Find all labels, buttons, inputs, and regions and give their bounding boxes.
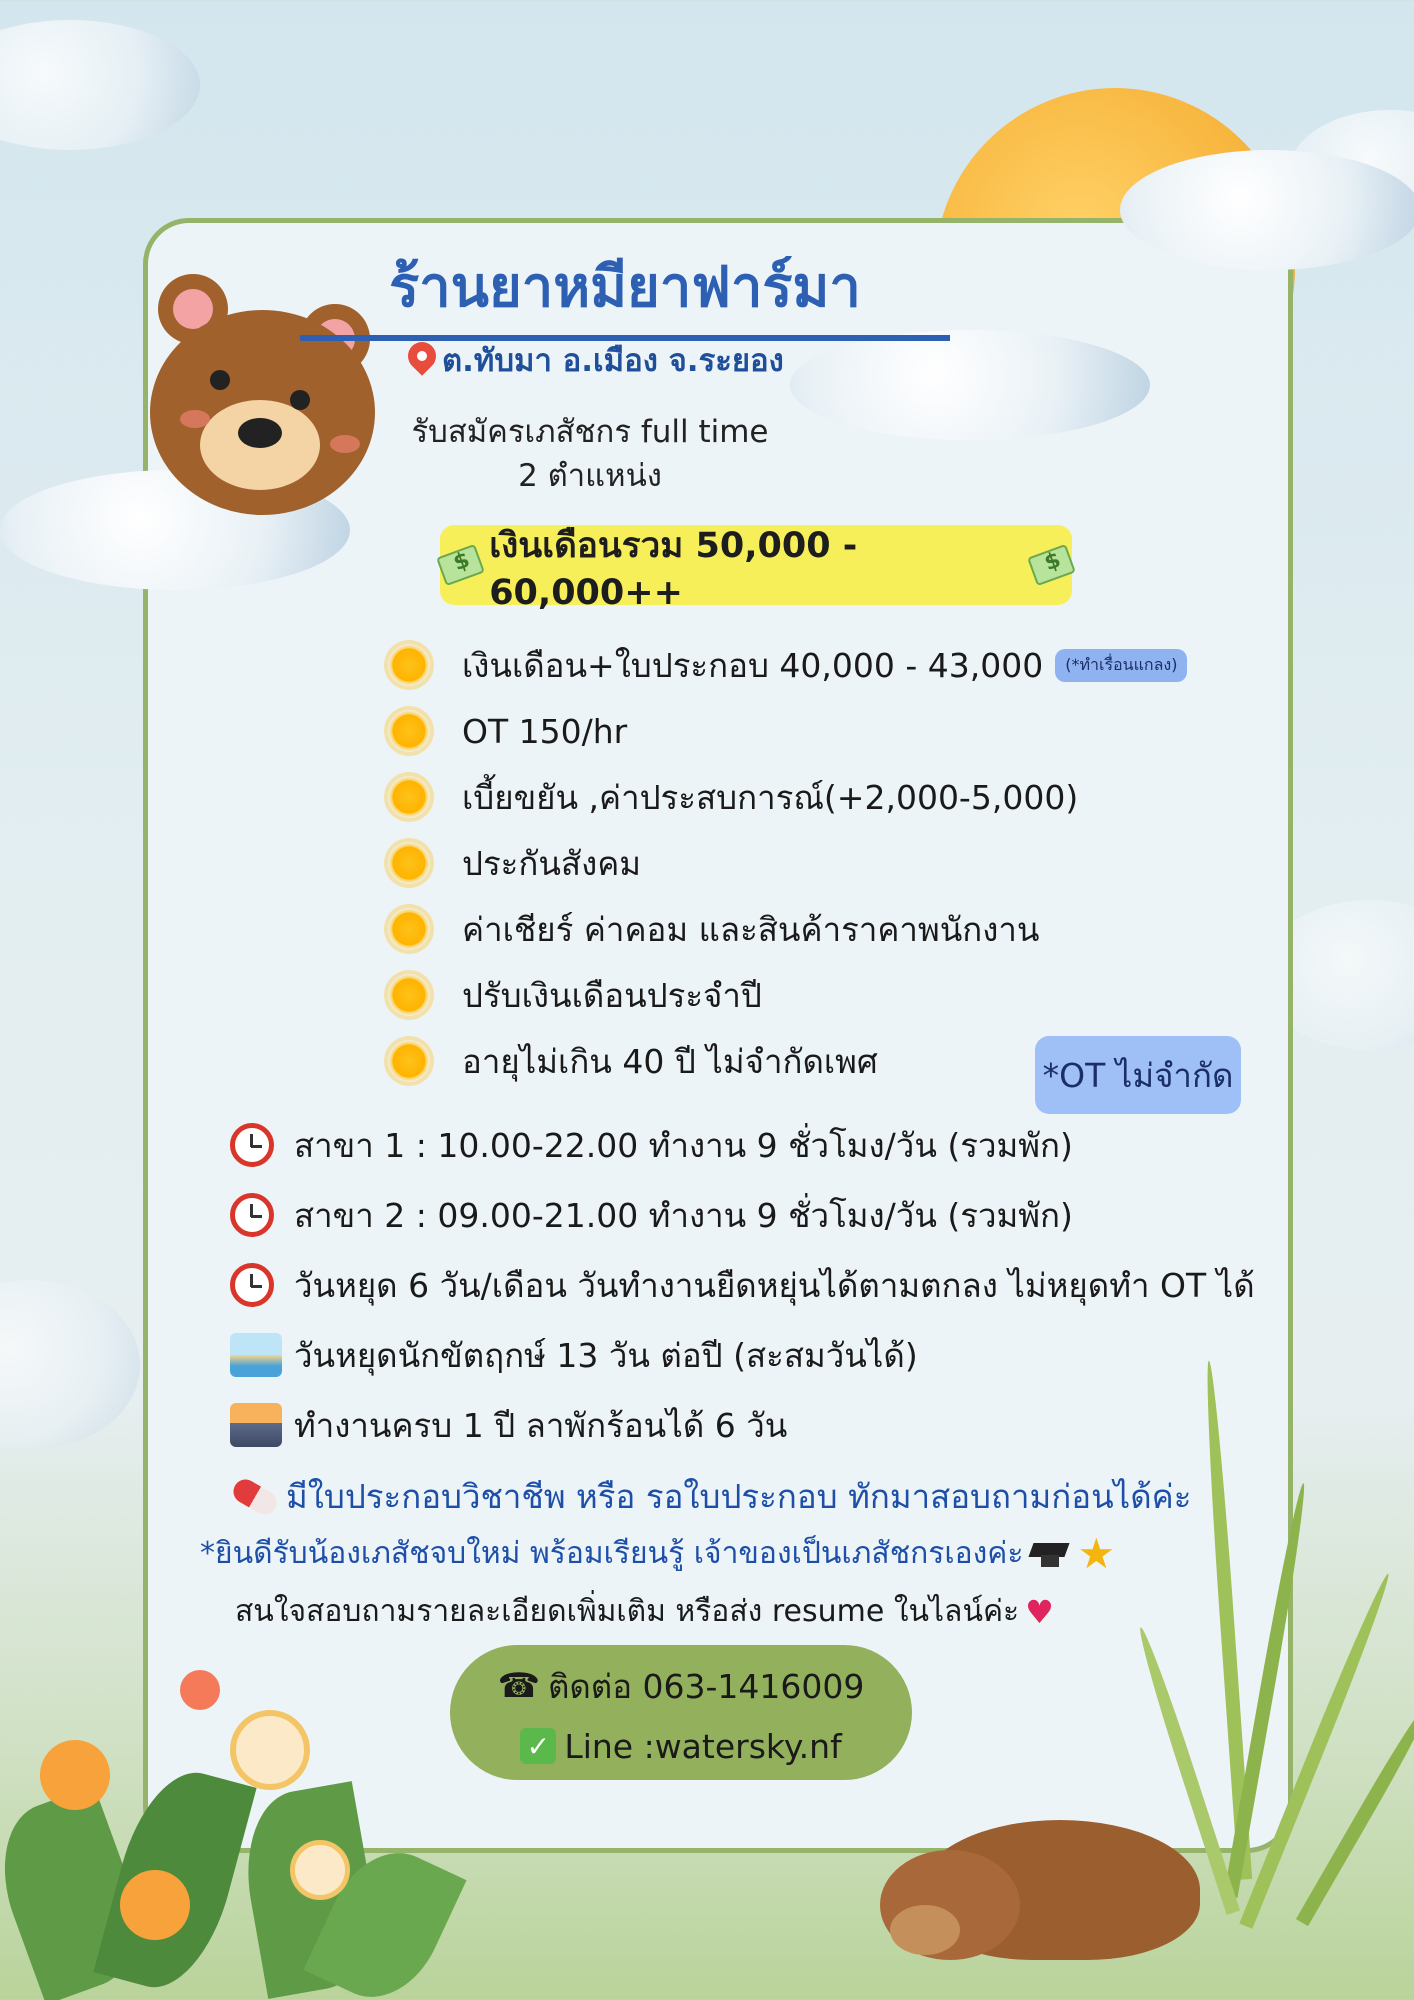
benefit-text: OT 150/hr (462, 711, 628, 751)
interest-line (235, 1588, 1054, 1635)
schedule-item (230, 1180, 1280, 1250)
phone-text: ติดต่อ 063-1416009 (547, 1666, 865, 1706)
schedule-text: วันหยุด 6 วัน/เดือน วันทำงานยืดหยุ่นได้ตามตกลง ไม่หยุดทำ OT ได้ (294, 1265, 1255, 1305)
license-line (232, 1470, 1191, 1523)
benefit-item (388, 830, 1248, 896)
license-text: มีใบประกอบวิชาชีพ หรือ รอใบประกอบ ทักมาสอบถามก่อนได้ค่ะ (286, 1477, 1192, 1516)
location (408, 335, 784, 385)
schedule-item (230, 1390, 1280, 1460)
schedule-item (230, 1110, 1280, 1180)
heart-icon: ♥ (1025, 1592, 1054, 1631)
contact-phone[interactable] (498, 1660, 865, 1713)
benefits-list (388, 632, 1248, 1094)
benefit-text: เบี้ยขยัน ,ค่าประสบการณ์(+2,000-5,000) (462, 777, 1079, 817)
schedule-item (230, 1250, 1280, 1320)
graduation-cap-icon (1029, 1539, 1069, 1569)
alarm-clock-icon (230, 1123, 274, 1167)
sun-bullet-icon (388, 908, 430, 950)
salary-banner (440, 525, 1072, 613)
cloud (1120, 150, 1414, 270)
sun-bullet-icon (388, 710, 430, 752)
benefit-item (388, 962, 1248, 1028)
location-text: ต.ทับมา อ.เมือง จ.ระยอง (442, 343, 784, 379)
cloud (0, 20, 200, 150)
schedule-item (230, 1320, 1280, 1390)
sun-bullet-icon (388, 1040, 430, 1082)
interest-text: สนใจสอบถามรายละเอียดเพิ่มเติม หรือส่ง resume ในไลน์ค่ะ (235, 1594, 1020, 1629)
welcome-text: *ยินดีรับน้องเภสัชจบใหม่ พร้อมเรียนรู้ เจ้าของเป็นเภสัชกรเองค่ะ (200, 1536, 1024, 1571)
benefit-text: ปรับเงินเดือนประจำปี (462, 975, 762, 1015)
sun-bullet-icon (388, 644, 430, 686)
flower-plants-illustration (0, 1650, 460, 2000)
ot-badge: *OT ไม่จำกัด (1035, 1036, 1241, 1114)
pill-icon (229, 1475, 281, 1519)
line-text: Line :watersky.nf (564, 1726, 842, 1766)
alarm-clock-icon (230, 1193, 274, 1237)
schedule-text: ทำงานครบ 1 ปี ลาพักร้อนได้ 6 วัน (294, 1405, 788, 1445)
schedule-text: สาขา 1 : 10.00-22.00 ทำงาน 9 ชั่วโมง/วัน (รวมพัก) (294, 1125, 1073, 1165)
alarm-clock-icon (230, 1263, 274, 1307)
cloud (0, 1280, 140, 1450)
island-mountain-icon (230, 1333, 282, 1377)
landscape-city-icon (230, 1403, 282, 1447)
star-icon: ★ (1077, 1528, 1116, 1578)
benefit-item (388, 632, 1248, 698)
schedule-text: วันหยุดนักขัตฤกษ์ 13 วัน ต่อปี (สะสมวันได้) (294, 1335, 918, 1375)
sun-bullet-icon (388, 776, 430, 818)
money-icon (1027, 544, 1076, 586)
check-mark-icon: ✓ (520, 1728, 556, 1764)
benefit-text: อายุไม่เกิน 40 ปี ไม่จำกัดเพศ (462, 1041, 878, 1081)
position-line-1: รับสมัครเภสัชกร full time (411, 414, 769, 450)
benefit-item (388, 764, 1248, 830)
money-icon (436, 544, 485, 586)
contact-box (450, 1645, 912, 1780)
benefit-item (388, 896, 1248, 962)
sun-bullet-icon (388, 974, 430, 1016)
schedule-text: สาขา 2 : 09.00-21.00 ทำงาน 9 ชั่วโมง/วัน (รวมพัก) (294, 1195, 1073, 1235)
benefit-text: เงินเดือน+ใบประกอบ 40,000 - 43,000 (462, 645, 1044, 685)
benefit-text: ค่าเชียร์ ค่าคอม และสินค้าราคาพนักงาน (462, 909, 1040, 949)
shop-title: ร้านยาหมียาฟาร์มา (300, 242, 950, 341)
benefit-note: (*ทำเรื่อนแกลง) (1055, 649, 1187, 682)
salary-banner-text: เงินเดือนรวม 50,000 - 60,000++ (489, 525, 858, 613)
cloud (790, 330, 1150, 440)
sun-bullet-icon (388, 842, 430, 884)
position-line-2: 2 ตำแหน่ง (518, 458, 662, 494)
contact-line[interactable] (520, 1727, 841, 1766)
welcome-line (200, 1530, 1115, 1577)
schedule-list (230, 1110, 1280, 1460)
benefit-item (388, 698, 1248, 764)
location-pin-icon (408, 342, 436, 378)
sleeping-bear-illustration (880, 1790, 1210, 1970)
position-info (390, 410, 790, 498)
benefit-text: ประกันสังคม (462, 843, 642, 883)
phone-icon: ☎ (497, 1666, 540, 1706)
